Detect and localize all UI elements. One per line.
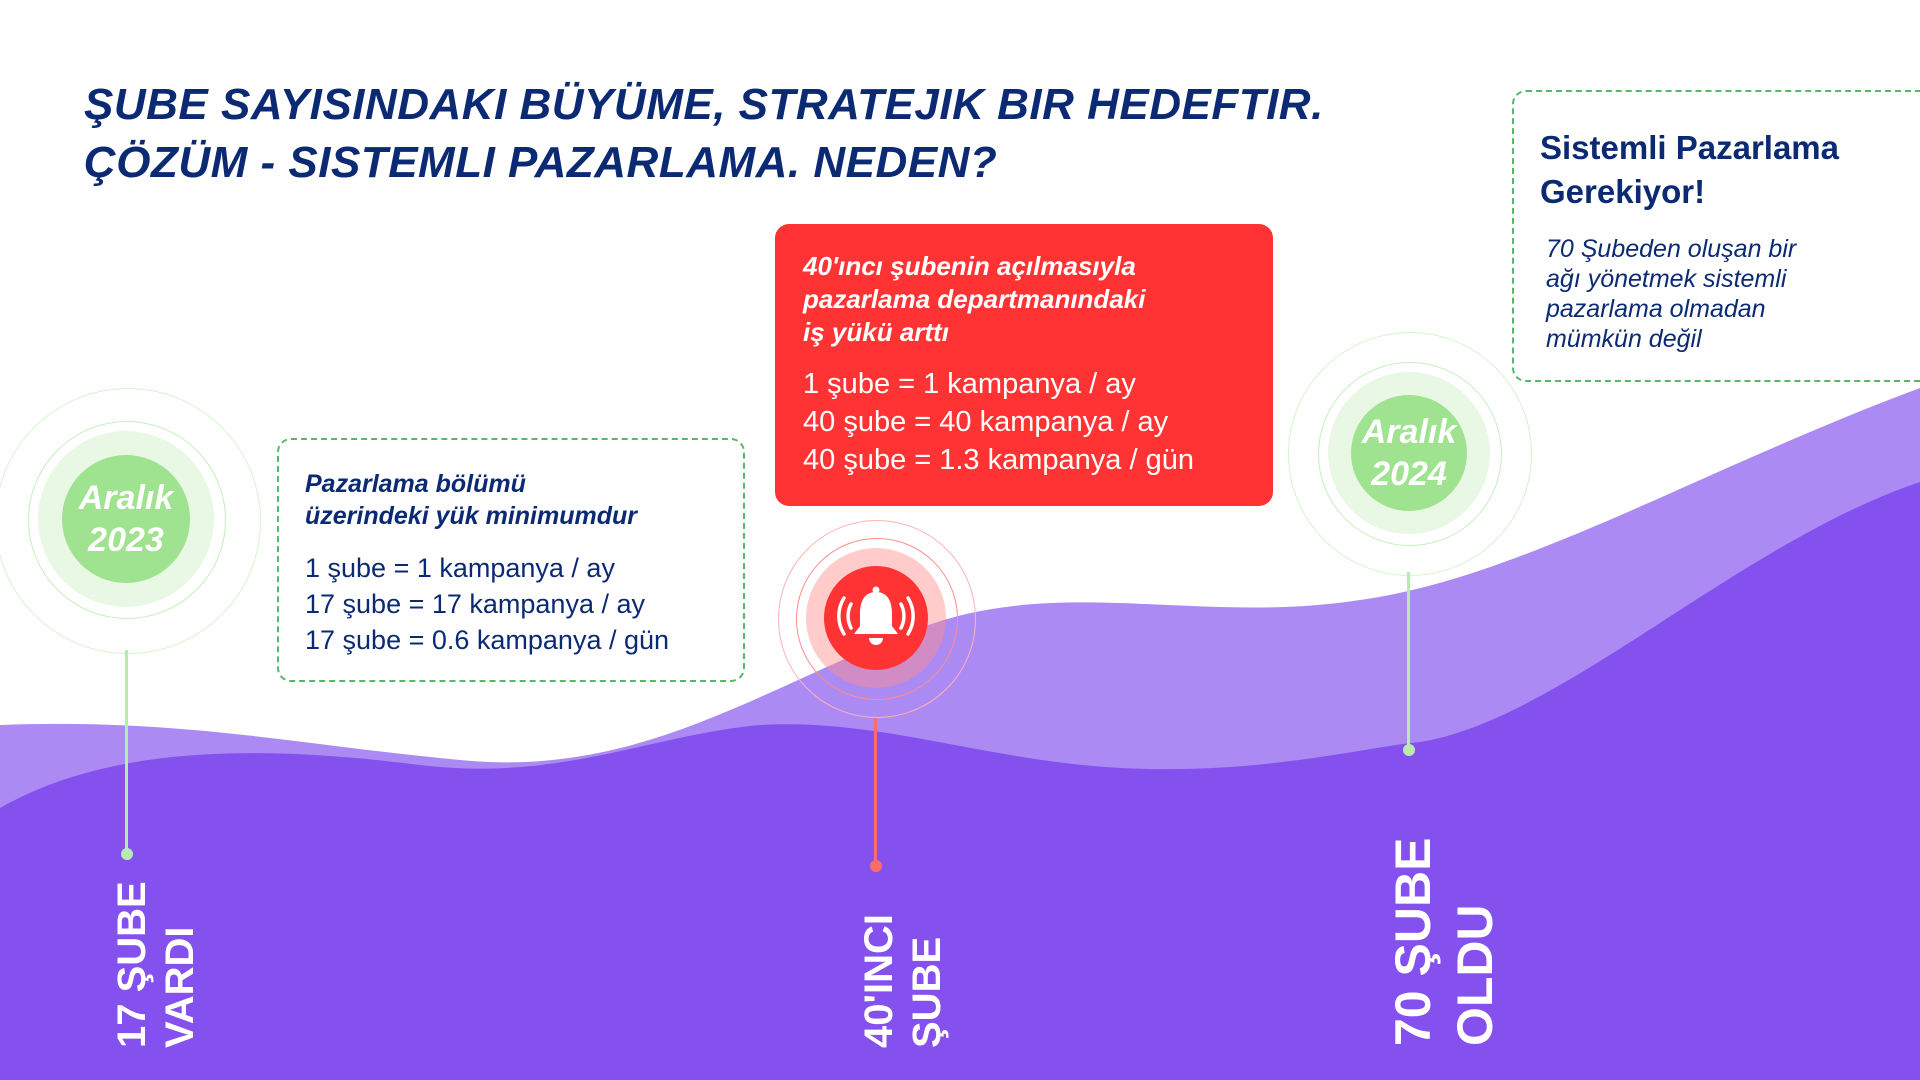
label-2023-line-2: VARDI — [158, 926, 202, 1048]
info-box-2024-text-line: mümkün değil — [1546, 325, 1702, 353]
date-circle-2024 — [1351, 395, 1467, 511]
label-40-line-1: 40'INCI — [857, 913, 901, 1048]
alert-box-line: 1 şube = 1 kampanya / ay — [803, 368, 1136, 400]
info-box-2023-line: 17 şube = 17 kampanya / ay — [305, 589, 645, 619]
label-2024-line-1: 70 ŞUBE — [1385, 837, 1441, 1046]
connector-dot-2024 — [1403, 744, 1415, 756]
milestone-label-2023 — [108, 881, 204, 1048]
info-box-2024-heading-line-2: Gerekiyor! — [1540, 173, 1706, 210]
date-year-2023: 2023 — [88, 521, 164, 559]
label-2024-line-2: OLDU — [1447, 904, 1503, 1046]
connector-dot-2023 — [121, 848, 133, 860]
title-line-1: ŞUBE SAYISINDAKI BÜYÜME, STRATEJIK BIR HEDEFTIR. — [84, 80, 1324, 129]
alert-box-line: 40 şube = 1.3 kampanya / gün — [803, 444, 1194, 476]
alert-box-line: 40 şube = 40 kampanya / ay — [803, 406, 1169, 438]
connector-line-2024 — [1407, 572, 1410, 748]
connector-line-2023 — [125, 650, 128, 852]
alert-box-heading-line-2: pazarlama departmanındaki — [803, 284, 1146, 314]
info-box-2024-text-line: pazarlama olmadan — [1546, 295, 1766, 323]
label-40-line-2: ŞUBE — [905, 936, 949, 1048]
date-year-2024: 2024 — [1371, 455, 1447, 493]
milestone-label-40 — [855, 914, 951, 1048]
alert-box-40 — [775, 224, 1273, 506]
alert-box-heading-line-3: iş yükü arttı — [803, 317, 949, 347]
info-box-2023-heading-line-1: Pazarlama bölümü — [305, 470, 526, 498]
alert-box-heading-line-1: 40'ıncı şubenin açılmasıyla — [803, 251, 1136, 281]
connector-line-40 — [874, 718, 877, 864]
info-box-2023-line: 17 şube = 0.6 kampanya / gün — [305, 625, 670, 655]
label-2023-line-1: 17 ŞUBE — [110, 881, 154, 1048]
info-box-2023-heading — [305, 468, 717, 532]
page-title — [84, 76, 1324, 192]
info-box-2024-heading — [1540, 126, 1916, 214]
alert-box-heading — [803, 250, 1245, 349]
info-box-2023-heading-line-2: üzerindeki yük minimumdur — [305, 502, 638, 530]
date-month-2023: Aralık — [78, 479, 174, 517]
info-box-2023-line: 1 şube = 1 kampanya / ay — [305, 553, 615, 583]
date-circle-2023 — [62, 455, 190, 583]
connector-dot-40 — [870, 860, 882, 872]
date-month-2024: Aralık — [1361, 413, 1457, 451]
info-box-2024 — [1512, 90, 1920, 382]
title-line-2: ÇÖZÜM - SISTEMLI PAZARLAMA. NEDEN? — [84, 138, 998, 187]
info-box-2024-text-line: ağı yönetmek sistemli — [1546, 265, 1787, 293]
info-box-2024-text-line: 70 Şubeden oluşan bir — [1546, 235, 1797, 263]
info-box-2023 — [277, 438, 745, 682]
info-box-2024-heading-line-1: Sistemli Pazarlama — [1540, 129, 1839, 166]
bell-alarm-icon — [826, 568, 926, 668]
milestone-label-2024 — [1382, 838, 1506, 1046]
